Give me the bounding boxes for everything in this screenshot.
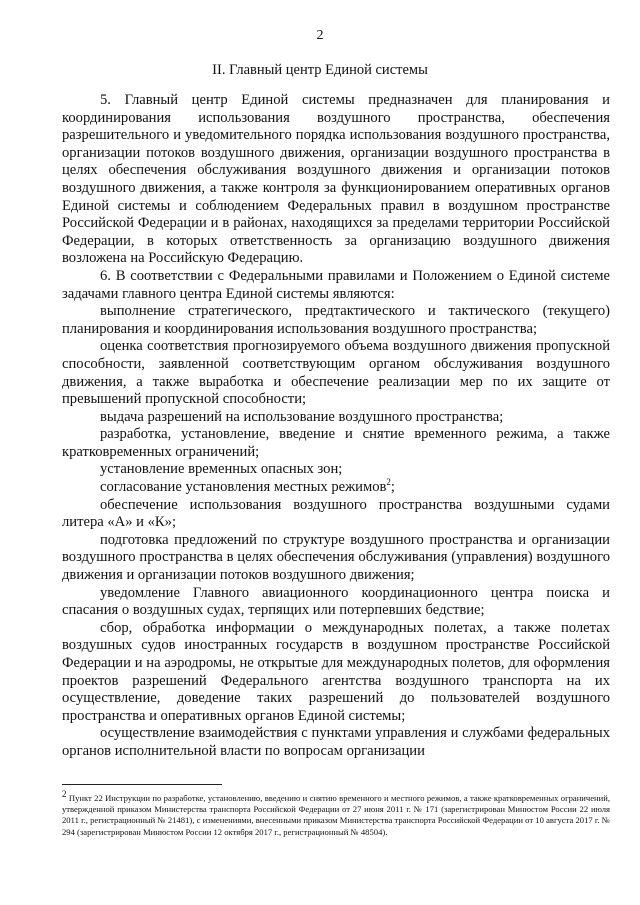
footnote-text: Пункт 22 Инструкции по разработке, установлению, введению и снятию временного и местного режимов, а также кратковременных ограничений, утвержденной приказом Министерства транспорта Российской Федерации от 27 июня 2011 г. № 171 (зарегистрирован Минюстом России 22 июля 2011 г., регистрационный № 21481), с изменениями, внесенными приказом Министерства транспорта Российской Федерации от 10 августа 2017 г. № 294 (зарегистрирован Минюстом России 12 октября 2017 г., регистрационный № 48504). (62, 793, 610, 837)
footnote-mark: 2 (62, 789, 67, 800)
task-item: обеспечение использования воздушного пространства воздушными судами литера «А» и «К»; (62, 496, 610, 531)
task-item: осуществление взаимодействия с пунктами управления и службами федеральных органов исполнительной власти по вопросам организации (62, 725, 610, 759)
task-item-text: согласование установления местных режимов (100, 479, 387, 496)
task-item: выполнение стратегического, предтактического и тактического (текущего) планирования и координирования использования воздушного пространства; (62, 303, 610, 337)
task-item: разработка, установление, введение и снятие временного режима, а также кратковременных ограничений; (62, 426, 610, 460)
task-item-tail: ; (390, 479, 395, 496)
task-item: оценка соответствия прогнозируемого объема воздушного движения пропускной способности, заявленной соответствующим органом обслуживания воздушного движения, а также выработка и обеспечение реализации мер по их защите от превышений пропускной способности; (62, 338, 610, 408)
paragraph-5: 5. Главный центр Единой системы предназначен для планирования и координирования использования воздушного пространства, обеспечения разрешительного и уведомительного порядка использования воздушного пространства, организации потоков воздушного движения, организации воздушного пространства в целях обеспечения обслуживания воздушного движения и организации потоков воздушного движения, а также контроля за функционированием оперативных органов Единой системы и соблюдением Федеральных правил в воздушном пространстве Российской Федерации и в районах, находящихся за пределами территории Российской Федерации, в которых ответственность за организацию воздушного движения возложена на Российскую Федерацию. (62, 92, 610, 267)
document-body (62, 92, 610, 761)
task-item: сбор, обработка информации о международных полетах, а также полетах воздушных судов иностранных государств в воздушном пространстве Российской Федерации и на аэродромы, не открытые для международных полетов, для оформления проектов разрешений Федерального агентства воздушного транспорта на их осуществление, доведение таких разрешений до пользователей воздушного пространства и оперативных органов Единой системы; (62, 619, 610, 724)
footnote-area (62, 784, 610, 838)
task-item: уведомление Главного авиационного координационного центра поиска и спасания о воздушных судах, терпящих или потерпевших бедствие; (62, 584, 610, 619)
task-item: выдача разрешений на использование воздушного пространства; (100, 408, 504, 425)
task-item-with-footnote (62, 479, 610, 497)
task-item: подготовка предложений по структуре воздушного пространства и организации воздушного пространства в целях обеспечения обслуживания (управления) воздушного движения и организации потоков воздушного движения; (62, 531, 610, 584)
page-number: 2 (316, 28, 324, 43)
paragraph-6: 6. В соответствии с Федеральными правилами и Положением о Единой системе задачами главного центра Единой системы являются: (62, 267, 610, 302)
footnote-divider (62, 784, 222, 785)
task-item: установление временных опасных зон; (100, 461, 343, 478)
footnote-reference: 2 (386, 477, 391, 488)
footnote (62, 789, 610, 838)
section-heading: II. Главный центр Единой системы (212, 62, 428, 78)
